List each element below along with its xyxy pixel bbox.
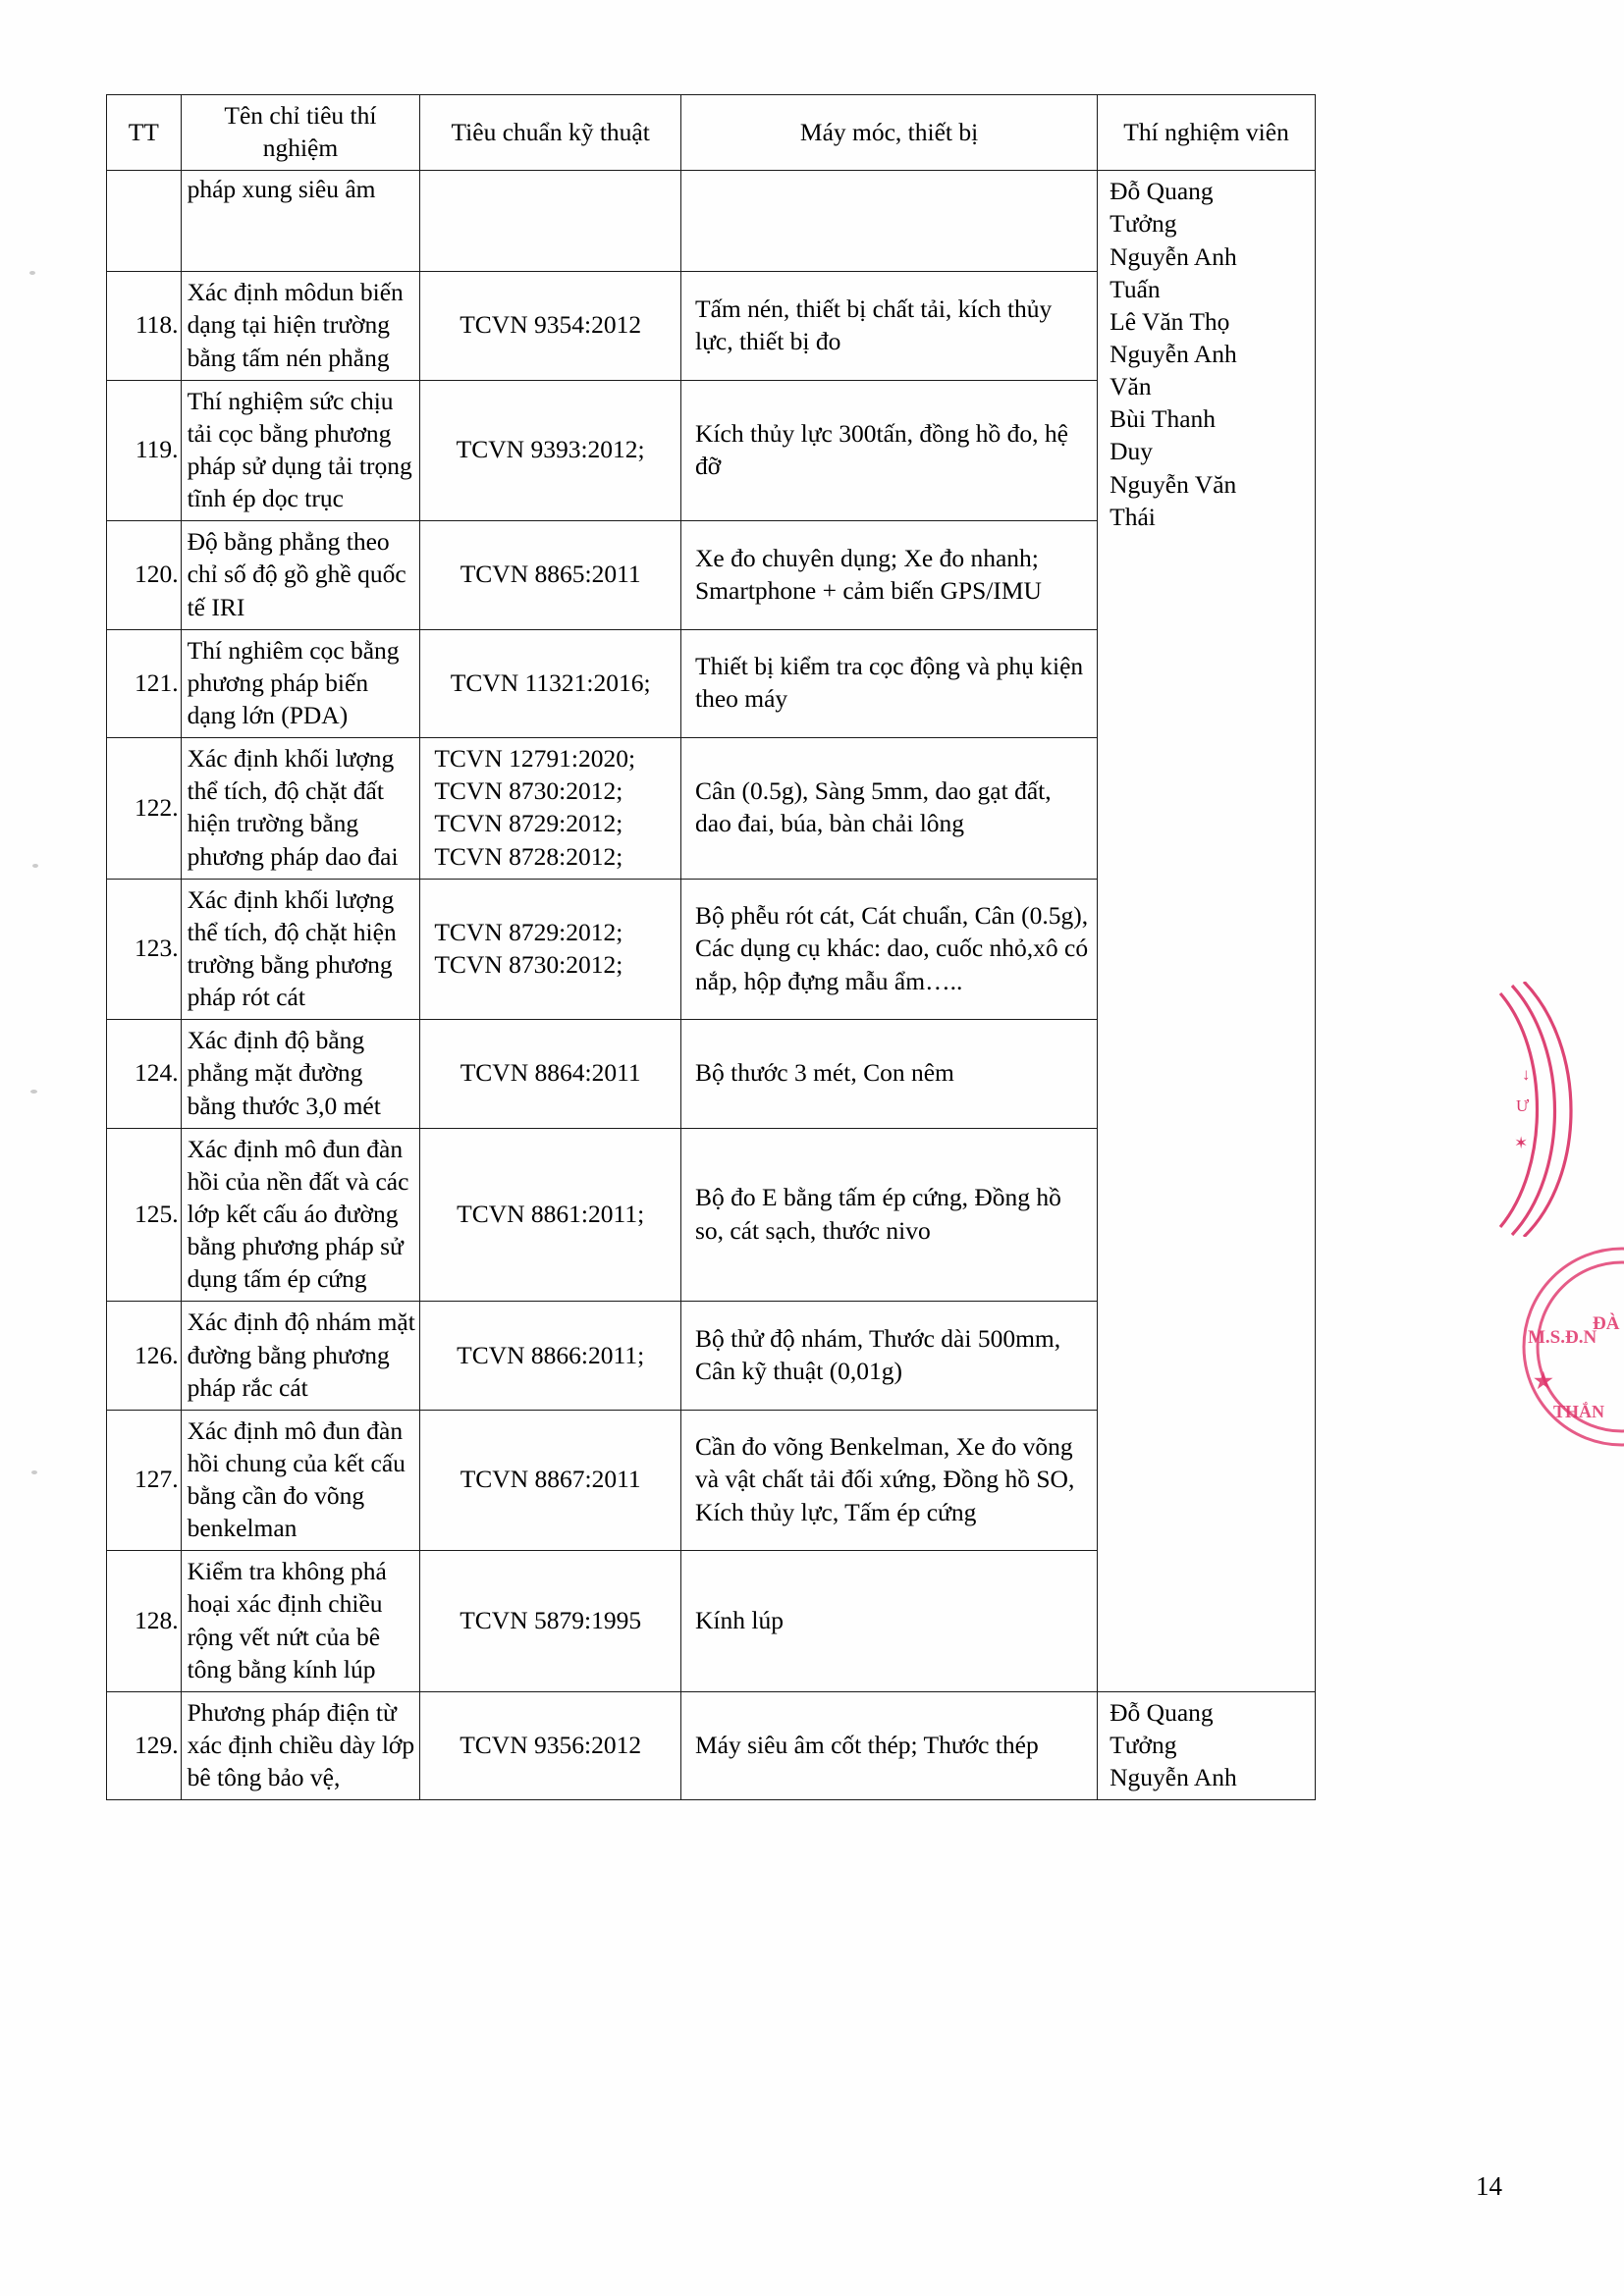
cell-name: Thí nghiêm cọc bằng phương pháp biến dạng lớn (PDA): [181, 629, 420, 737]
technician-name: Văn: [1110, 372, 1152, 401]
cell-tt: 118.: [107, 272, 182, 380]
cell-standard: TCVN 8729:2012; TCVN 8730:2012;: [420, 879, 681, 1020]
cell-tt: 124.: [107, 1020, 182, 1128]
scan-speck: [30, 1090, 37, 1094]
scan-speck: [32, 864, 38, 868]
cell-standard: TCVN 11321:2016;: [420, 629, 681, 737]
cell-equipment: Kính lúp: [681, 1551, 1098, 1692]
cell-name: pháp xung siêu âm: [181, 171, 420, 272]
cell-equipment: Thiết bị kiểm tra cọc động và phụ kiện theo máy: [681, 629, 1098, 737]
technician-name: Nguyễn Văn: [1110, 469, 1237, 499]
cell-tt: [107, 171, 182, 272]
column-header-name: Tên chỉ tiêu thí nghiệm: [181, 95, 420, 171]
technician-name: Thái: [1110, 502, 1156, 531]
cell-name: Độ bằng phẳng theo chỉ số độ gồ ghề quốc tế IRI: [181, 521, 420, 629]
svg-text:Ư: Ư: [1516, 1096, 1530, 1115]
cell-standard: TCVN 8861:2011;: [420, 1128, 681, 1302]
cell-equipment: Tấm nén, thiết bị chất tải, kích thủy lực, thiết bị đo: [681, 272, 1098, 380]
cell-tt: 129.: [107, 1691, 182, 1799]
cell-name: Xác định độ bằng phẳng mặt đường bằng thước 3,0 mét: [181, 1020, 420, 1128]
cell-tt: 126.: [107, 1302, 182, 1410]
cell-name: Xác định khối lượng thể tích, độ chặt đất hiện trường bằng phương pháp dao đai: [181, 738, 420, 880]
scan-speck: [31, 1470, 37, 1474]
technician-name: Nguyễn Anh: [1110, 339, 1237, 368]
technician-name: Duy: [1110, 437, 1154, 466]
technician-name: Đỗ Quang: [1110, 1697, 1214, 1727]
cell-tt: 127.: [107, 1410, 182, 1551]
cell-equipment: Xe đo chuyên dụng; Xe đo nhanh; Smartphone + cảm biến GPS/IMU: [681, 521, 1098, 629]
cell-standard: TCVN 9356:2012: [420, 1691, 681, 1799]
svg-text:ĐÀ: ĐÀ: [1593, 1313, 1620, 1334]
table-row: [107, 1691, 1316, 1799]
cell-equipment: Bộ phễu rót cát, Cát chuẩn, Cân (0.5g), Các dụng cụ khác: dao, cuốc nhỏ,xô có nắp, hộp đựng mẫu ẩm…..: [681, 879, 1098, 1020]
cell-tt: 121.: [107, 629, 182, 737]
svg-text:M.S.Đ.N: M.S.Đ.N: [1528, 1327, 1597, 1348]
cell-tt: 128.: [107, 1551, 182, 1692]
cell-tt: 125.: [107, 1128, 182, 1302]
red-official-seal: [1520, 1239, 1624, 1455]
column-header-technician: Thí nghiệm viên: [1098, 95, 1316, 171]
scan-speck: [29, 271, 35, 275]
cell-name: Phương pháp điện từ xác định chiều dày lớp bê tông bảo vệ,: [181, 1691, 420, 1799]
cell-equipment: Máy siêu âm cốt thép; Thước thép: [681, 1691, 1098, 1799]
page-number: 14: [1476, 2171, 1502, 2201]
cell-name: Kiểm tra không phá hoại xác định chiều rộng vết nứt của bê tông bằng kính lúp: [181, 1551, 420, 1692]
cell-tt: 119.: [107, 380, 182, 521]
cell-equipment: Bộ thước 3 mét, Con nêm: [681, 1020, 1098, 1128]
cell-standard: TCVN 8867:2011: [420, 1410, 681, 1551]
cell-name: Xác định khối lượng thể tích, độ chặt hiện trường bằng phương pháp rót cát: [181, 879, 420, 1020]
technician-name: Nguyễn Anh: [1110, 1763, 1237, 1792]
svg-text:THẮN: THẮN: [1553, 1402, 1605, 1421]
cell-name: Xác định môdun biến dạng tại hiện trường bằng tấm nén phẳng: [181, 272, 420, 380]
cell-standard: TCVN 8866:2011;: [420, 1302, 681, 1410]
svg-text:✶: ✶: [1514, 1134, 1529, 1152]
technician-name: Tưởng: [1110, 1731, 1177, 1760]
technician-name: Tuấn: [1110, 274, 1161, 303]
cell-standard: TCVN 9354:2012: [420, 272, 681, 380]
cell-standard: TCVN 12791:2020; TCVN 8730:2012; TCVN 8729:2012; TCVN 8728:2012;: [420, 738, 681, 880]
technician-name: Bùi Thanh: [1110, 404, 1217, 434]
cell-standard: TCVN 9393:2012;: [420, 380, 681, 521]
cell-standard: TCVN 8865:2011: [420, 521, 681, 629]
cell-technician-group-2: [1098, 1691, 1316, 1799]
cell-tt: 123.: [107, 879, 182, 1020]
svg-text:★: ★: [1534, 1368, 1553, 1393]
cell-standard: [420, 171, 681, 272]
cell-name: Xác định mô đun đàn hồi của nền đất và các lớp kết cấu áo đường bằng phương pháp sử dụng tấm ép cứng: [181, 1128, 420, 1302]
cell-tt: 120.: [107, 521, 182, 629]
cell-name: Xác định mô đun đàn hồi chung của kết cấu bằng cần đo võng benkelman: [181, 1410, 420, 1551]
cell-equipment: Cân (0.5g), Sàng 5mm, dao gạt đất, dao đai, búa, bàn chải lông: [681, 738, 1098, 880]
table-row-continued: [107, 171, 1316, 272]
cell-tt: 122.: [107, 738, 182, 880]
cell-equipment: Kích thủy lực 300tấn, đồng hồ đo, hệ đỡ: [681, 380, 1098, 521]
technician-name: Lê Văn Thọ: [1110, 306, 1230, 336]
technician-name: Nguyễn Anh: [1110, 241, 1237, 271]
column-header-tt: TT: [107, 95, 182, 171]
svg-text:↓: ↓: [1522, 1065, 1531, 1084]
cell-equipment: Bộ đo E bằng tấm ép cứng, Đồng hồ so, cát sạch, thước nivo: [681, 1128, 1098, 1302]
cell-name: Thí nghiệm sức chịu tải cọc bằng phương pháp sử dụng tải trọng tĩnh ép dọc trục: [181, 380, 420, 521]
red-seal-arc-mark: [1492, 982, 1610, 1237]
cell-equipment: Cần đo võng Benkelman, Xe đo võng và vật chất tải đối xứng, Đồng hồ SO, Kích thủy lực, Tấm ép cứng: [681, 1410, 1098, 1551]
technician-name: Tưởng: [1110, 209, 1177, 239]
cell-name: Xác định độ nhám mặt đường bằng phương pháp rắc cát: [181, 1302, 420, 1410]
column-header-equipment: Máy móc, thiết bị: [681, 95, 1098, 171]
cell-equipment: Bộ thử độ nhám, Thước dài 500mm, Cân kỹ thuật (0,01g): [681, 1302, 1098, 1410]
cell-standard: TCVN 8864:2011: [420, 1020, 681, 1128]
test-criteria-table: [106, 94, 1316, 1800]
cell-equipment: [681, 171, 1098, 272]
technician-name: Đỗ Quang: [1110, 177, 1214, 206]
table-header-row: [107, 95, 1316, 171]
cell-technician-group-1: [1098, 171, 1316, 1692]
column-header-standard: Tiêu chuẩn kỹ thuật: [420, 95, 681, 171]
cell-standard: TCVN 5879:1995: [420, 1551, 681, 1692]
